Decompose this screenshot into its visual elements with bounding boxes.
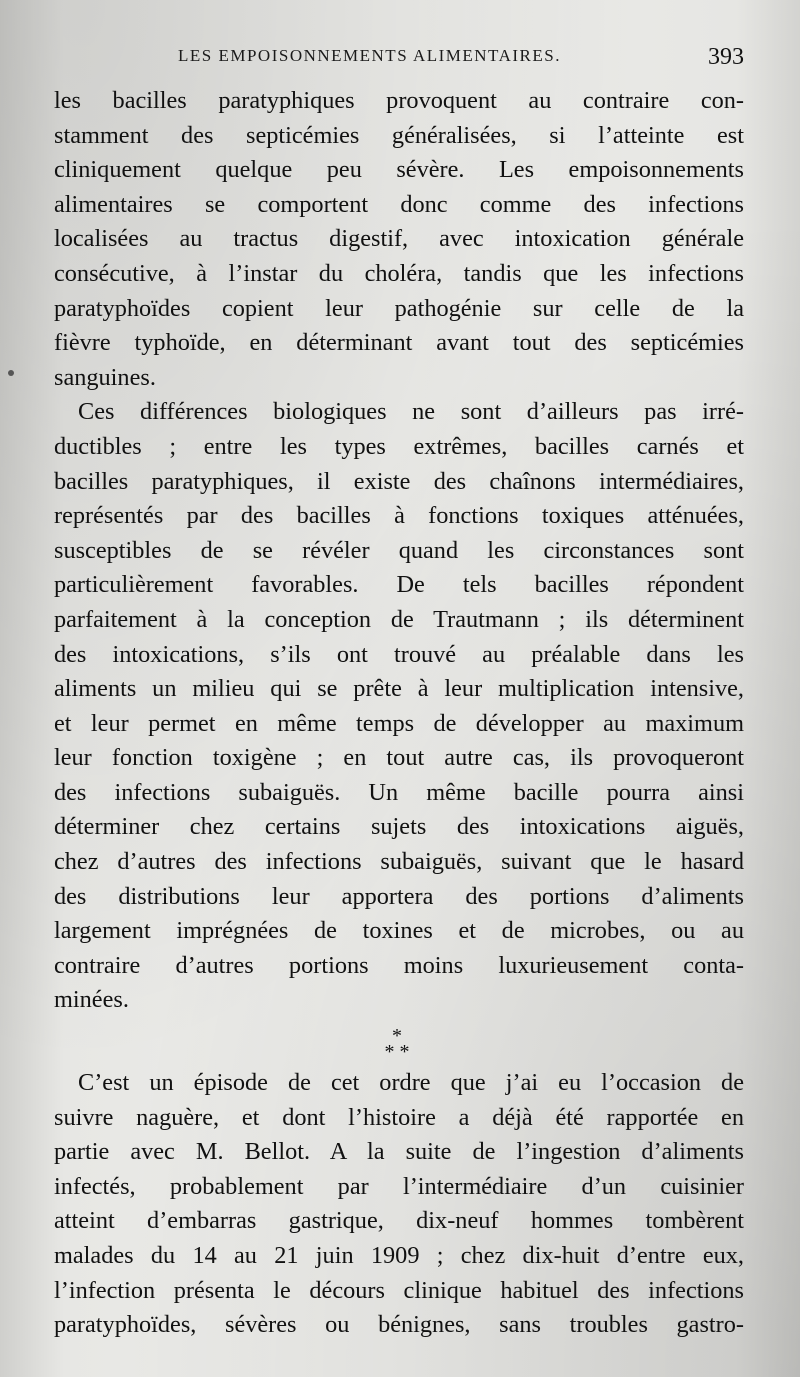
text-line: paratyphoïdes copient leur pathogénie sur celle de la <box>54 294 744 322</box>
text-line: minées. <box>54 986 129 1014</box>
text-line: susceptibles de se révéler quand les circonstances sont <box>54 536 744 564</box>
text-line: des distributions leur apportera des portions d’aliments <box>54 882 744 910</box>
text-line: l’infection présenta le décours clinique habituel des infections <box>54 1276 744 1304</box>
asterism-bottom: * * <box>384 1041 410 1064</box>
text-line: Ces différences biologiques ne sont d’ailleurs pas irré- <box>78 398 744 426</box>
text-line: chez d’autres des infections subaiguës, suivant que le hasard <box>54 848 744 876</box>
paragraph-1 <box>54 84 744 395</box>
paragraph-2 <box>54 395 744 1018</box>
text-line: cliniquement quelque peu sévère. Les empoisonnements <box>54 156 744 184</box>
text-line: contraire d’autres portions moins luxurieusement conta- <box>54 951 744 979</box>
text-line: C’est un épisode de cet ordre que j’ai eu l’occasion de <box>78 1069 744 1097</box>
section-separator-asterism <box>50 1018 744 1066</box>
text-line: largement imprégnées de toxines et de microbes, ou au <box>54 917 744 945</box>
text-line: déterminer chez certains sujets des intoxications aiguës, <box>54 813 744 841</box>
text-line: et leur permet en même temps de développer au maximum <box>54 709 744 737</box>
text-line: localisées au tractus digestif, avec intoxication générale <box>54 225 744 253</box>
text-line: partie avec M. Bellot. A la suite de l’ingestion d’aliments <box>54 1138 744 1166</box>
text-line: bacilles paratyphiques, il existe des chaînons intermédiaires, <box>54 467 744 495</box>
page-number: 393 <box>708 44 744 70</box>
body-text <box>54 84 744 1343</box>
text-line: fièvre typhoïde, en déterminant avant tout des septicémies <box>54 329 744 357</box>
text-line: atteint d’embarras gastrique, dix-neuf hommes tombèrent <box>54 1207 744 1235</box>
margin-speck <box>8 370 14 376</box>
running-head: LES EMPOISONNEMENTS ALIMENTAIRES. <box>178 46 561 65</box>
paragraph-3 <box>54 1066 744 1343</box>
text-line: particulièrement favorables. De tels bacilles répondent <box>54 571 744 599</box>
text-line: paratyphoïdes, sévères ou bénignes, sans troubles gastro- <box>54 1311 744 1339</box>
text-line: représentés par des bacilles à fonctions toxiques atténuées, <box>54 502 744 530</box>
page-header <box>54 46 744 76</box>
text-line: les bacilles paratyphiques provoquent au contraire con- <box>54 87 744 114</box>
asterism-top: * <box>392 1025 402 1048</box>
text-line: aliments un milieu qui se prête à leur multiplication intensive, <box>54 675 744 703</box>
text-line: stamment des septicémies généralisées, si l’atteinte est <box>54 121 744 149</box>
text-line: consécutive, à l’instar du choléra, tandis que les infections <box>54 259 744 287</box>
text-line: alimentaires se comportent donc comme des infections <box>54 190 744 218</box>
text-line: suivre naguère, et dont l’histoire a déjà été rapportée en <box>54 1103 744 1131</box>
text-line: infectés, probablement par l’intermédiaire d’un cuisinier <box>54 1172 744 1200</box>
text-line: ductibles ; entre les types extrêmes, bacilles carnés et <box>54 432 744 460</box>
text-line: parfaitement à la conception de Trautmann ; ils déterminent <box>54 605 744 633</box>
text-line: des intoxications, s’ils ont trouvé au préalable dans les <box>54 640 744 668</box>
text-line: leur fonction toxigène ; en tout autre cas, ils provoqueront <box>54 744 744 772</box>
text-line: malades du 14 au 21 juin 1909 ; chez dix-huit d’entre eux, <box>54 1242 744 1269</box>
text-line: des infections subaiguës. Un même bacille pourra ainsi <box>54 778 744 806</box>
text-line: sanguines. <box>54 363 156 391</box>
